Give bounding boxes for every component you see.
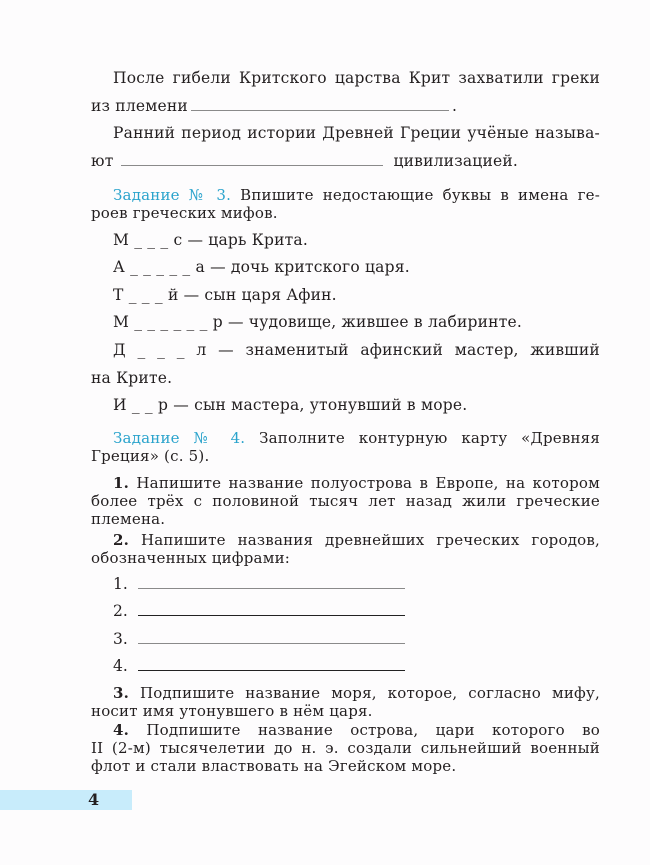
hero-item-daedalus [91, 336, 600, 364]
task-3-text-2: роев греческих мифов. [91, 204, 278, 222]
answer-number: 4. [113, 657, 128, 675]
hero-description: с — царь Крита. [173, 231, 308, 249]
hero-item-minos [91, 226, 600, 254]
question-3-number: 3. [113, 684, 130, 702]
hero-item-minotaur [91, 308, 600, 336]
hero-start-letter: М [113, 313, 130, 331]
question-1-line-2: более трёх с половиной тысяч лет назад жили греческие [91, 492, 600, 510]
hero-description: р — сын мастера, утонувший в море. [158, 396, 468, 414]
question-1-text: Напишите название полуострова в Европе, на котором [136, 474, 600, 492]
question-2-line-1 [91, 530, 600, 550]
city-answer-row-1 [113, 574, 408, 594]
task-4-label: Задание № 4. [113, 429, 246, 447]
question-3-line-1 [91, 683, 600, 703]
question-2-number: 2. [113, 531, 130, 549]
question-2-line-2: обозначенных цифрами: [91, 549, 291, 567]
task-4-heading [91, 428, 600, 448]
question-2-text: Напишите названия древнейших греческих городов, [140, 531, 600, 549]
question-1-line-1 [91, 473, 600, 493]
hero-gaps[interactable]: _ _ _ [134, 231, 169, 249]
task-3-text-1: Впишите недостающие буквы в имена ге- [240, 186, 600, 204]
hero-start-letter: М [113, 231, 130, 249]
hero-gaps[interactable]: _ _ _ _ _ _ [134, 313, 208, 331]
hero-item-theseus [91, 281, 600, 309]
hero-gaps[interactable]: _ _ [131, 396, 153, 414]
hero-description: р — чудовище, жившее в лабиринте. [212, 313, 522, 331]
hero-gaps[interactable]: _ _ _ [128, 286, 163, 304]
task-3-label: Задание № 3. [113, 186, 232, 204]
city-answer-row-4 [113, 656, 408, 676]
question-4-line-2: II (2-м) тысячелетии до н. э. создали сильнейший военный [91, 739, 600, 757]
hero-start-letter: Т [113, 286, 124, 304]
hero-description: й — сын царя Афин. [167, 286, 337, 304]
paragraph-2-line-1: Ранний период истории Древней Греции учёные называ- [113, 124, 600, 142]
task-4-text-1: Заполните контурную карту «Древняя [259, 429, 600, 447]
question-4-text: Подпишите название острова, цари которого во [146, 721, 600, 739]
page-number: 4 [88, 790, 100, 809]
answer-number: 3. [113, 630, 128, 648]
question-3-line-2: носит имя утонувшего в нём царя. [91, 702, 373, 720]
hero-description: л — знаменитый афинский мастер, живший [196, 341, 600, 359]
task-3-heading [91, 185, 600, 205]
civilization-answer-blank[interactable] [121, 164, 383, 166]
hero-gaps[interactable]: _ _ _ _ _ [130, 258, 191, 276]
paragraph-2-suffix: цивилизацией. [393, 152, 519, 170]
hero-gaps[interactable]: _ _ _ [137, 341, 185, 359]
city-answer-row-3 [113, 629, 408, 649]
hero-item-ariadne [91, 253, 600, 281]
question-1-number: 1. [113, 474, 130, 492]
paragraph-2-prefix: ют [91, 152, 114, 170]
question-1-line-3: племена. [91, 510, 166, 528]
hero-start-letter: И [113, 396, 127, 414]
question-3-text: Подпишите название моря, которое, согласно мифу, [140, 684, 600, 702]
tribe-answer-blank[interactable] [191, 109, 449, 111]
question-4-number: 4. [113, 721, 130, 739]
hero-description: а — дочь критского царя. [195, 258, 410, 276]
paragraph-2-line-2 [91, 147, 600, 175]
city-answer-blank-4[interactable] [138, 669, 405, 671]
paragraph-1-prefix: из племени [91, 97, 188, 115]
hero-item-icarus [91, 391, 600, 419]
question-4-line-3: флот и стали властвовать на Эгейском море. [91, 757, 457, 775]
city-answer-blank-2[interactable] [138, 614, 405, 616]
city-answer-blank-1[interactable] [138, 587, 405, 589]
city-answer-blank-3[interactable] [138, 642, 405, 644]
task-4-text-2: Греция» (с. 5). [91, 447, 210, 465]
paragraph-1-line-1: После гибели Критского царства Крит захватили греки [113, 69, 600, 87]
hero-item-daedalus-cont: на Крите. [91, 369, 173, 387]
answer-number: 2. [113, 602, 128, 620]
paragraph-1-suffix: . [451, 97, 458, 115]
question-4-line-1 [91, 720, 600, 740]
city-answer-row-2 [113, 601, 408, 621]
hero-start-letter: А [113, 258, 125, 276]
hero-start-letter: Д [113, 341, 126, 359]
page-number-band [0, 790, 132, 810]
paragraph-1-line-2 [91, 92, 600, 120]
answer-number: 1. [113, 575, 128, 593]
